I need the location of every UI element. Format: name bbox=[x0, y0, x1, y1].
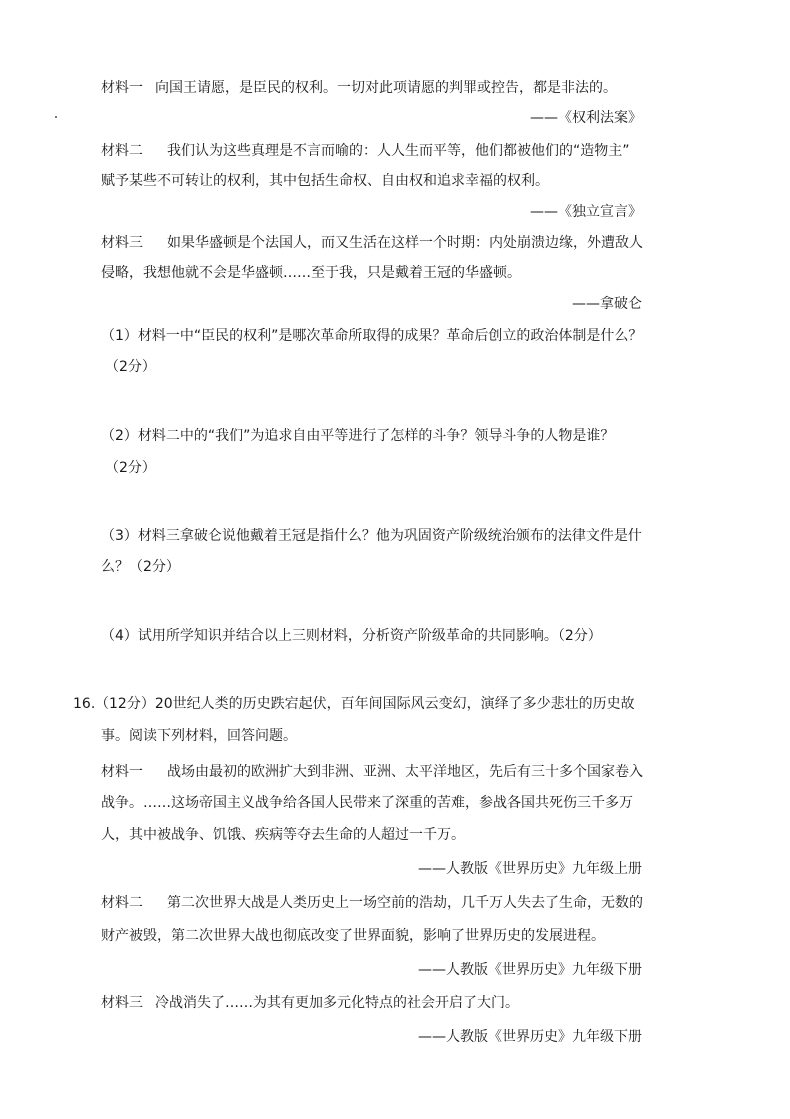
material-text: 如果华盛顿是个法国人，而又生活在这样一个时期：内处崩溃边缘，外遭敌人 bbox=[167, 235, 643, 251]
q16-intro-line-1: （12分）20世纪人类的历史跌宕起伏，百年间国际风云变幻，演绎了多少悲壮的历史故 bbox=[95, 696, 635, 712]
q15-material-3-line-2: 侵略，我想他就不会是华盛顿……至于我，只是戴着王冠的华盛顿。 bbox=[101, 265, 521, 281]
material-text: 向国王请愿，是臣民的权利。一切对此项请愿的判罪或控告，都是非法的。 bbox=[155, 80, 617, 96]
q16-material-3 bbox=[101, 993, 519, 1013]
q15-question-2: （2）材料二中的“我们”为追求自由平等进行了怎样的斗争？领导斗争的人物是谁？ bbox=[101, 428, 615, 444]
material-text: 第二次世界大战是人类历史上一场空前的浩劫，几千万人失去了生命，无数的 bbox=[167, 895, 643, 911]
material-text: 冷战消失了……为其有更加多元化特点的社会开启了大门。 bbox=[155, 995, 519, 1011]
q16-material-2-source: ——人教版《世界历史》九年级下册 bbox=[418, 962, 642, 978]
material-label: 材料二 bbox=[101, 895, 143, 911]
q16-material-1-line-2: 战争。……这场帝国主义战争给各国人民带来了深重的苦难，参战各国共死伤三千多万 bbox=[101, 795, 633, 811]
q15-material-3-line-1 bbox=[101, 233, 643, 253]
q16-material-1-line-1 bbox=[101, 762, 643, 782]
stray-mark bbox=[55, 116, 57, 118]
q15-question-1-score: （2分） bbox=[105, 359, 156, 375]
material-label: 材料三 bbox=[101, 235, 143, 251]
q15-question-3-cont: 么？（2分） bbox=[101, 559, 180, 575]
material-label: 材料三 bbox=[101, 995, 143, 1011]
q15-question-3: （3）材料三拿破仑说他戴着王冠是指什么？他为巩固资产阶级统治颁布的法律文件是什 bbox=[101, 528, 642, 544]
material-text: 战场由最初的欧洲扩大到非洲、亚洲、太平洋地区，先后有三十多个国家卷入 bbox=[167, 764, 643, 780]
q16-material-2-line-1 bbox=[101, 893, 643, 913]
q15-question-1: （1）材料一中“臣民的权利”是哪次革命所取得的成果？革命后创立的政治体制是什么？ bbox=[101, 328, 643, 344]
q15-question-2-score: （2分） bbox=[105, 460, 156, 476]
material-label: 材料二 bbox=[101, 143, 143, 159]
q15-question-4: （4）试用所学知识并结合以上三则材料，分析资产阶级革命的共同影响。（2分） bbox=[101, 628, 602, 644]
q16-material-1-source: ——人教版《世界历史》九年级上册 bbox=[418, 861, 642, 877]
q16-intro-line-2: 事。阅读下列材料，回答问题。 bbox=[101, 728, 297, 744]
q15-material-2-line-2: 赋予某些不可转让的权利，其中包括生命权、自由权和追求幸福的权利。 bbox=[101, 173, 549, 189]
q16-number: 16. bbox=[73, 696, 96, 712]
q16-material-3-source: ——人教版《世界历史》九年级下册 bbox=[418, 1029, 642, 1045]
q16-material-2-line-2: 财产被毁，第二次世界大战也彻底改变了世界面貌，影响了世界历史的发展进程。 bbox=[101, 928, 605, 944]
material-label: 材料一 bbox=[101, 764, 143, 780]
material-text: 我们认为这些真理是不言而喻的：人人生而平等，他们都被他们的“造物主” bbox=[167, 143, 630, 159]
material-label: 材料一 bbox=[101, 80, 143, 96]
q15-material-3-source: ——拿破仑 bbox=[572, 296, 642, 312]
q15-material-1-source: ——《权利法案》 bbox=[530, 110, 642, 126]
q15-material-2-line-1 bbox=[101, 141, 630, 161]
q15-material-2-source: ——《独立宣言》 bbox=[530, 204, 642, 220]
q16-material-1-line-3: 人，其中被战争、饥饿、疾病等夺去生命的人超过一千万。 bbox=[101, 827, 465, 843]
q15-material-1 bbox=[101, 78, 617, 98]
